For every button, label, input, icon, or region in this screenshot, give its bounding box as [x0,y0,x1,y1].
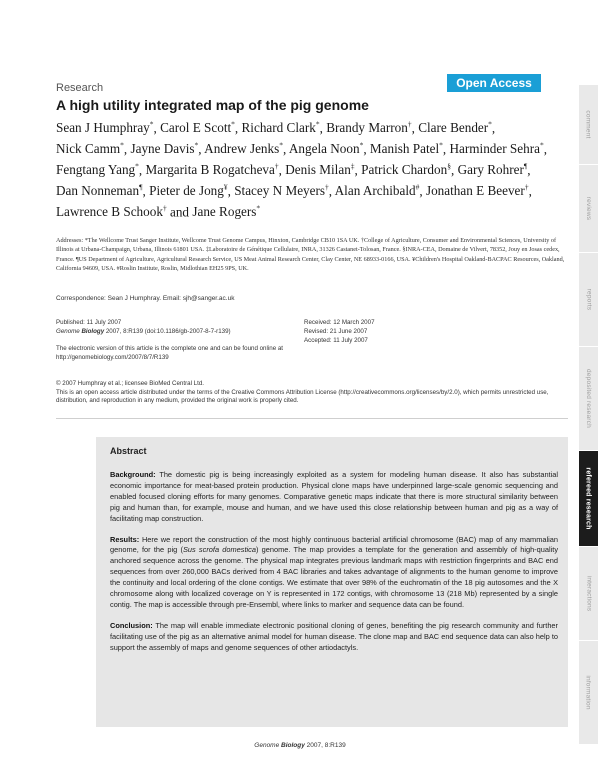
author-name-text: Fengtang Yang [56,162,136,178]
author-name-text: Jane Rogers [192,204,257,220]
author-name-text: Gary Rohrer [457,162,524,178]
author-affiliation-mark: † [524,182,529,192]
sidebar-tab-information[interactable]: information [579,640,598,744]
publication-info [56,319,296,363]
author-name-text: Alan Archibald [334,183,416,199]
citation-journal: Genome [56,327,82,335]
article-title: A high utility integrated map of the pig genome [56,97,369,113]
author-affiliation-mark: * [120,140,124,150]
author-affiliation-mark: * [539,140,544,150]
author-name-text: Sean J Humphray [56,120,150,136]
author-name-text: Nick Camm [56,141,121,157]
footer-citation: 2007, 8:R139 [304,742,346,749]
author-and: and [169,204,190,220]
copyright-line: © 2007 Humphray et al.; licensee BioMed Central Ltd. [56,380,204,387]
author-name-text: Pieter de Jong [149,183,224,199]
author-name-text: Manish Patel [369,141,440,157]
conclusion-label: Conclusion: [110,620,153,630]
sidebar-tab-comment[interactable]: comment [579,84,598,164]
author-name-text: Patrick Chardon [361,162,448,178]
author-name [56,204,167,219]
author-affiliation-mark: * [279,140,284,150]
results-species: Sus scrofa domestica [182,545,256,555]
abstract-conclusion [110,621,558,654]
author-affiliation-mark: ¥ [223,182,228,192]
author-affiliation-mark: ‡ [350,161,355,171]
abstract-body [110,470,558,664]
sidebar-tab-reviews[interactable]: reviews [579,164,598,252]
author-name-text: Andrew Jenks [204,141,280,157]
section-label: Research [56,82,104,94]
author-affiliation-mark: † [325,182,329,192]
author-name [335,183,420,198]
author-affiliation-mark: ¶ [139,182,143,192]
citation-journal-bold: Biology [81,327,105,335]
author-name [326,120,411,135]
author-affiliation-mark: # [415,182,420,192]
author-affiliation-mark: † [407,120,412,129]
author-affiliation-mark: * [256,203,261,213]
author-name [234,183,329,198]
license-text: This is an open access article distributed under the terms of the Creative Commons Attribution License (http://creativecommons.org/licenses/by/2.0), which permits unrestricted use, distribution, and reproduction in any medium, provided the original work is properly cited. [56,388,549,405]
online-note: The electronic version of this article is the complete one and can be found online at http://genomebiology.com/2007/8/7/R139 [56,344,284,361]
abstract-heading: Abstract [110,446,147,456]
author-name-text: Harminder Sehra [449,141,540,157]
article-dates [304,319,375,346]
footer-journal-bold: Biology [281,742,305,749]
author-affiliation-mark: † [274,161,279,171]
abstract-background [110,470,558,525]
accepted-date: Accepted: 11 July 2007 [304,336,368,344]
open-access-badge: Open Access [447,74,541,92]
divider [56,418,568,419]
abstract-results [110,535,558,611]
conclusion-text: The map will enable immediate electronic positional cloning of genes, benefiting the pig research community and further facilitating use of the pig as an alternative animal model for human disease. The clone map and BAC end sequence data can also help to support the assembly of maps and genome sequences of other artiodactyls. [110,620,558,652]
author-name [145,162,278,177]
author-affiliation-mark: § [447,161,451,171]
author-name-text: Brandy Marron [326,120,408,136]
citation-rest: 2007, 8:R139 (doi:10.1186/gb-2007-8-7-r139) [104,327,231,335]
author-name [192,204,260,219]
author-list: Sean J Humphray*, Carol E Scott*, Richard Clark*, Brandy Marron†, Clare Bender*, Nick Camm*, Jayne Davis*, Andrew Jenks*, Angela Noon*, Manish Patel*, Harminder Sehra*, Fengtang Yang*, Margarita B Rogatcheva†, Denis Milan‡, Patrick Chardon§, Gary Rohrer¶, Dan Nonneman¶, Pieter de Jong¥, Stacey N Meyers†, Alan Archibald#, Jonathan E Beever†, Lawrence B Schook† and Jane Rogers* [56,120,547,220]
author-name [361,162,451,177]
results-text-b: ) genome. The map provides a template for the generation and assembly of high-quality anchored sequence across the genome. The physical map integrates previous landmark maps with restriction fingerprints and BAC end sequences from over 260,000 BACs derived from 4 BAC libraries and takes advantage of alignments to the human genome to improve the continuity and local ordering of the clone contigs. We estimate that over 98% of the euchromatin of the 18 pig autosomes and the X chromosome along with localized coverage on Y is represented in 172 contigs, with chromosome 13 (218 Mb) represented by a single contig. The map is accessible through pre-Ensembl, where links to marker and sequence data can be found. [110,545,559,609]
author-name-text: Clare Bender [418,120,489,136]
revised-date: Revised: 21 June 2007 [304,327,368,335]
correspondence: Correspondence: Sean J Humphray. Email: sjh@sanger.ac.uk [56,295,235,302]
author-name-text: Lawrence B Schook [56,204,163,220]
author-name [289,141,363,156]
author-name [458,162,528,177]
author-name-text: Margarita B Rogatcheva [145,162,275,178]
page-footer [0,742,600,749]
author-name [418,120,492,135]
author-name-text: Dan Nonneman [56,183,140,199]
author-name [149,183,227,198]
author-name-text: Richard Clark [241,120,316,136]
background-label: Background: [110,470,156,479]
citation [56,328,296,337]
author-name [56,162,139,177]
published-date: Published: 11 July 2007 [56,319,122,326]
author-name-text: Denis Milan [285,162,351,178]
section-sidebar [579,84,598,744]
received-date: Received: 12 March 2007 [304,319,375,326]
background-text: The domestic pig is being increasingly exploited as a system for modeling human disease. It also has substantial economic importance for meat-based protein production. Physical clone maps have underpinned large-scale genomic sequencing and enabled focused cloning efforts for many genomes. Comparative genetic maps indicate that there is more structural similarity between pig and human than, for example, mouse and human, and we have used this close relationship between human and pig as a way of facilitating map construction. [110,470,559,523]
author-affiliation-mark: * [359,140,364,150]
author-name [426,183,529,198]
author-name-text: Angela Noon [288,141,360,157]
results-label: Results: [110,534,140,544]
results-text-a: Here we report the construction of the most highly continuous bacterial artificial chromosome (BAC) map of any mammalian genome, for the pig ( [110,534,558,555]
author-name [285,162,354,177]
author-affiliation-mark: * [439,140,443,150]
author-affiliation-mark: ¶ [523,161,528,171]
author-affiliation-mark: * [149,120,154,129]
author-name [242,120,320,135]
author-name [56,120,154,135]
author-affiliation-mark: * [231,120,235,129]
sidebar-tab-interactions[interactable]: interactions [579,546,598,640]
author-name [160,120,235,135]
author-addresses: Addresses: *The Wellcome Trust Sanger Institute, Wellcome Trust Genome Campus, Hinxton, Cambridge CB10 1SA UK. †College of Agriculture, Consumer and Environmental Sciences, University of Illinois at Urbana-Champaign, Urbana, Illinois 61801 USA. ‡Laboratoire de Génétique Cellulaire, INRA, 31326 Castanet-Tolosan, France. §INRA-CEA, Domaine de Vilvert, 78352, Jouy en Josas cedex, France. ¶US Department of Agriculture, Agricultural Research Service, US Meat Animal Research Center, Clay Center, NE 68933-0166, USA. ¥Children's Hospital Oakland-BACPAC Resources, Oakland, California 94609, USA. #Roslin Institute, Roslin, Midlothian EH25 9PS, UK. [56,237,565,273]
author-name [56,183,143,198]
author-name [130,141,198,156]
author-name-text: Jayne Davis [130,141,195,157]
footer-journal: Genome [254,742,282,749]
author-name [370,141,443,156]
sidebar-tab-reports[interactable]: reports [579,252,598,346]
author-name [56,141,124,156]
author-affiliation-mark: * [135,161,139,171]
author-affiliation-mark: † [162,203,167,213]
author-name [450,141,544,156]
author-affiliation-mark: * [194,140,199,150]
sidebar-tab-refereed-research[interactable]: refereed research [579,450,598,546]
author-name [204,141,283,156]
author-affiliation-mark: * [488,120,492,129]
author-name-text: Stacey N Meyers [234,183,326,199]
author-name-text: Carol E Scott [160,120,232,136]
author-affiliation-mark: * [315,120,320,129]
author-name-text: Jonathan E Beever [425,183,525,199]
copyright-notice [56,380,568,406]
sidebar-tab-deposited-research[interactable]: deposited research [579,346,598,450]
